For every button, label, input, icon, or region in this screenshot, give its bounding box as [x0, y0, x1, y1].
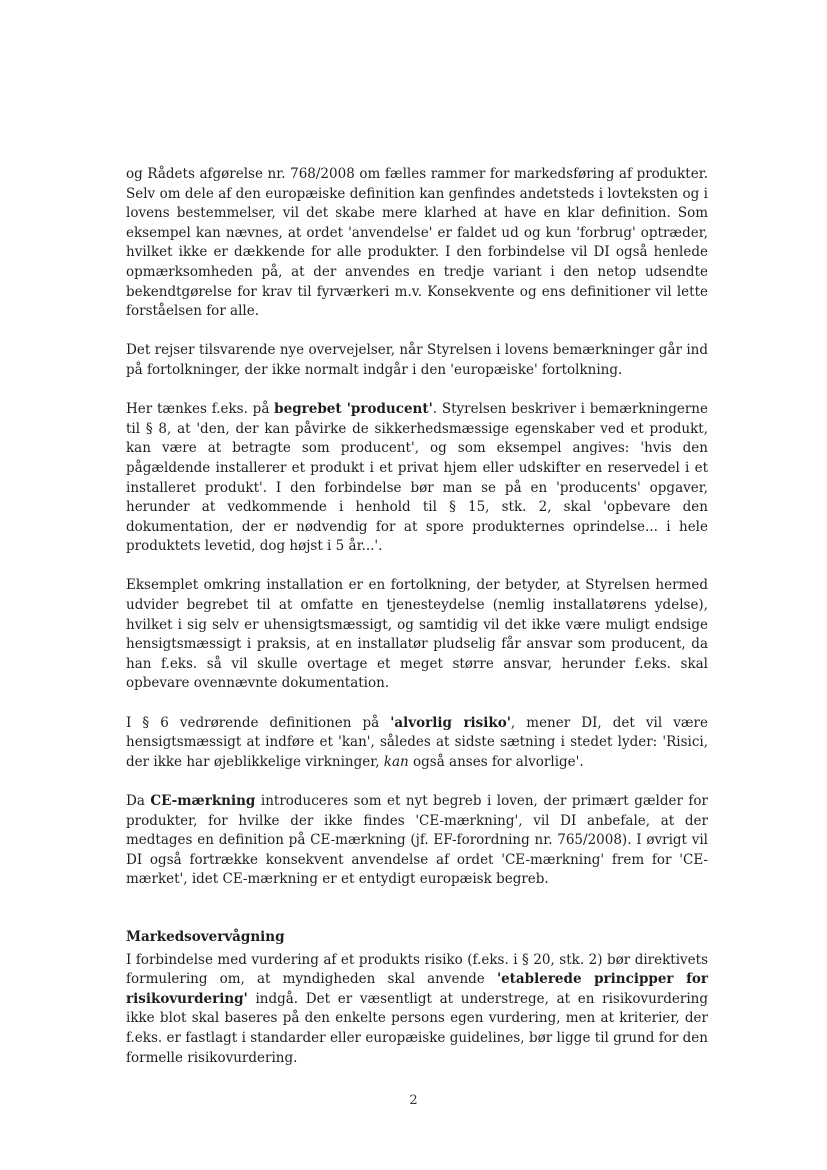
paragraph-4: Eksemplet omkring installation er en fortolkning, der betyder, at Styrelsen hermed udvider begrebet til at omfatte en tjenesteydelse (nemlig installatørens ydelse), hvilket i sig selv er uhensigtsmæssigt, og samtidig vil det ikke være muligt endsige hensigtsmæssigt i praksis, at en installatør pludselig får ansvar som producent, da han f.eks. så vil skulle overtage et meget større ansvar, herunder f.eks. skal opbevare ovennævnte dokumentation.: [126, 577, 708, 692]
paragraph-3: [126, 400, 708, 557]
paragraph-5: [126, 714, 708, 773]
section-heading: Markedsovervågning: [126, 928, 285, 945]
text-span: introduceres som et nyt begreb i loven, der primært gælder for produkter, for hvilke der ikke findes 'CE-mærkning', vil DI anbefale, at der medtages en definition på CE-mærkning (jf. EF-forordning nr. 765/2008). I øvrigt vil DI også fortrække konsekvent anvendelse af ordet 'CE-mærkning' frem for 'CE-mærket', idet CE-mærkning er et entydigt europæisk begreb.: [126, 793, 708, 888]
bold-term-alvorlig-risiko: 'alvorlig risiko': [390, 714, 511, 731]
italic-term-kan: kan: [383, 753, 409, 770]
text-span: , mener DI, det vil være hensigtsmæssigt at indføre et 'kan', således at sidste sætning i stedet lyder: 'Risici, der ikke har øjeblikkelige virkninger,: [126, 714, 708, 770]
paragraph-2: Det rejser tilsvarende nye overvejelser, når Styrelsen i lovens bemærkninger går ind på fortolkninger, der ikke normalt indgår i den 'europæiske' fortolkning.: [126, 342, 708, 378]
paragraph-6: [126, 792, 708, 890]
bold-term-ce-maerkning: CE-mærkning: [150, 793, 256, 809]
paragraph-1: og Rådets afgørelse nr. 768/2008 om fælles rammer for markedsføring af produkter. Selv om dele af den europæiske definition kan genfindes andetsteds i lovteksten og i lovens bestemmelser, vil det skabe mere klarhed at have en klar definition. Som eksempel kan nævnes, at ordet 'anvendelse' er faldet ud og kun 'forbrug' optræder, hvilket ikke er dækkende for alle produkter. I den forbindelse vil DI også henlede opmærksomheden på, at der anvendes en tredje variant i den netop udsendte bekendtgørelse for krav til fyrværkeri m.v. Konsekvente og ens definitioner vil lette forståelsen for alle.: [126, 166, 708, 320]
text-span: Her tænkes f.eks. på: [126, 401, 275, 418]
paragraph-7: [126, 951, 708, 1069]
bold-term-principper: 'etablerede principper for risikovurdering': [126, 971, 709, 1007]
bold-term-producent: begrebet 'producent': [274, 401, 433, 418]
text-span: indgå. Det er væsentligt at understrege, at en risikovurdering ikke blot skal baseres på den enkelte persons egen vurdering, men at kriterier, der f.eks. er fastlagt i standarder eller europæiske guidelines, bør ligge til grund for den formelle risikovurdering.: [126, 990, 708, 1066]
document-body: [126, 165, 708, 1088]
text-span: Da: [126, 793, 151, 809]
text-span: I § 6 vedrørende definitionen på: [126, 714, 391, 731]
page-number: 2: [409, 1093, 418, 1108]
text-span: . Styrelsen beskriver i bemærkningerne til § 8, at 'den, der kan påvirke de sikkerhedsmæssige egenskaber ved et produkt, kan være at betragte som producent', og som eksempel angives: 'hvis den pågældende installerer et produkt i et privat hjem eller udskifter en reservedel i et installeret produkt'. I den forbindelse bør man se på en 'producents' opgaver, herunder at vedkommende i henhold til § 15, stk. 2, skal 'opbevare den dokumentation, der er nødvendig for at spore produkternes oprindelse... i hele produktets levetid, dog højst i 5 år...'.: [126, 401, 708, 555]
text-span: også anses for alvorlige'.: [408, 753, 584, 770]
text-span: I forbindelse med vurdering af et produkts risiko (f.eks. i § 20, stk. 2) bør direktivets formulering om, at myndigheden skal anvende: [126, 951, 708, 988]
